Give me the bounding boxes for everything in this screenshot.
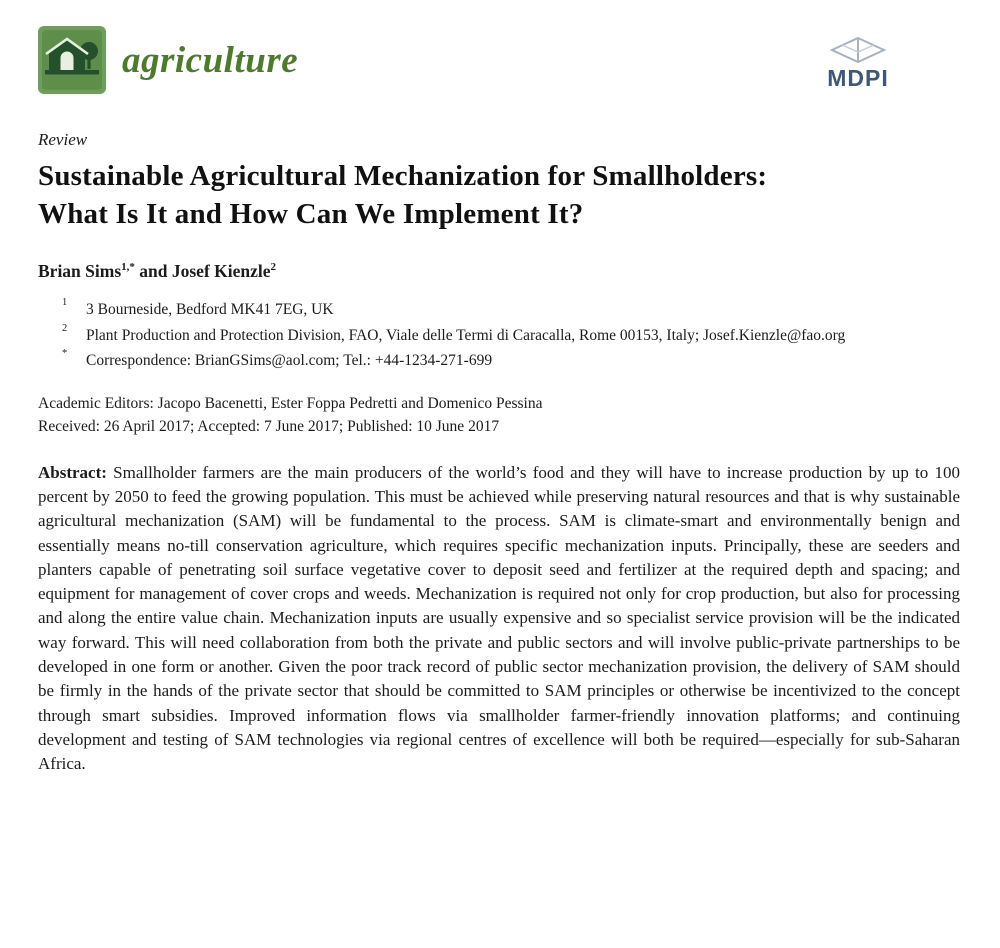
article-title: Sustainable Agricultural Mechanization for Smallholders: What Is It and How Can We Implement It? (38, 160, 768, 230)
affiliation-text: Plant Production and Protection Division, FAO, Viale delle Termi di Caracalla, Rome 00153, Italy; Josef.Kienzle@fao.org (86, 326, 846, 344)
mdpi-wordmark: MDPI (827, 65, 889, 91)
author-name-first: Brian Sims (38, 261, 122, 282)
journal-brand (38, 26, 298, 94)
affiliations-list (38, 298, 918, 372)
academic-editors-line: Academic Editors: Jacopo Bacenetti, Ester Foppa Pedretti and Domenico Pessina (38, 395, 543, 413)
authors-connector: and (139, 261, 168, 282)
mdpi-publisher-logo (812, 34, 904, 94)
affiliation-item (62, 298, 918, 321)
article-type-label: Review (38, 130, 88, 149)
affiliation-item (62, 324, 918, 347)
article-meta (38, 392, 960, 439)
agriculture-journal-logo-icon (38, 26, 106, 94)
abstract-paragraph (38, 461, 960, 777)
journal-name: agriculture (122, 39, 299, 81)
correspondence-text: Correspondence: BrianGSims@aol.com; Tel.: +44-1234-271-699 (86, 351, 493, 369)
abstract-label: Abstract: (38, 462, 107, 482)
author-first-affiliation-sup: 1,* (121, 261, 135, 274)
dates-line: Received: 26 April 2017; Accepted: 7 June 2017; Published: 10 June 2017 (38, 418, 500, 436)
affiliation-marker: 1 (62, 297, 68, 309)
authors-line (38, 261, 960, 282)
author-name-second: Josef Kienzle (171, 261, 271, 282)
abstract-text: Smallholder farmers are the main producers of the world’s food and they will have to increase production by up to 100 percent by 2050 to feed the growing population. This must be achieved while preserving natural resources and that is why sustainable agricultural mechanization (SAM) will be fundamental to the process. SAM is climate-smart and environmentally benign and essentially means no-till conservation agriculture, which requires specific mechanization inputs. Principally, these are seeders and planters capable of penetrating soil surface vegetative cover to deposit seed and fertilizer at the required depth and spacing; and equipment for management of cover crops and weeds. Mechanization is required not only for crop production, but also for processing and along the entire value chain. Mechanization inputs are usually expensive and so specialist service provision will be the indicated way forward. This will need collaboration from both the private and public sectors and will involve public-private partnerships to be developed in one form or another. Given the poor track record of public sector mechanization provision, the delivery of SAM should be firmly in the hands of the private sector that should be committed to SAM principles or otherwise be incentivized to the concept through smart subsidies. Improved information flows via smallholder farmer-friendly innovation platforms; and continuing development and testing of SAM technologies via regional centres of excellence will both be required—especially for sub-Saharan Africa. (38, 462, 961, 774)
mdpi-book-icon (832, 38, 884, 62)
affiliation-text: 3 Bourneside, Bedford MK41 7EG, UK (86, 301, 334, 319)
affiliation-marker: * (62, 347, 68, 359)
affiliation-item (62, 349, 918, 372)
author-second-affiliation-sup: 2 (270, 261, 277, 274)
affiliation-marker: 2 (62, 322, 68, 334)
page-header (38, 26, 960, 94)
